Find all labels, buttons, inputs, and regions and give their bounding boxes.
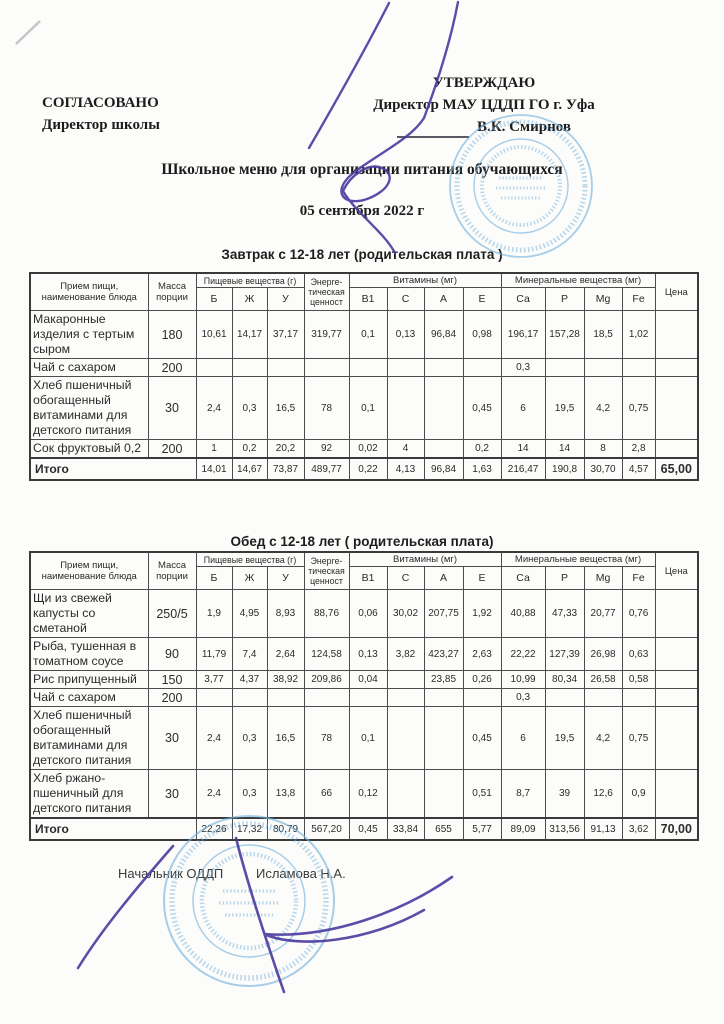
value-cell: 0,3	[232, 377, 267, 440]
mass-cell: 30	[148, 770, 196, 819]
value-cell	[463, 689, 501, 707]
total-value-cell: 33,84	[387, 818, 424, 840]
total-value-cell: 80,79	[267, 818, 304, 840]
table-row	[30, 311, 698, 359]
school-director-label: Директор школы	[42, 117, 160, 133]
value-cell: 0,12	[349, 770, 387, 819]
value-cell: 0,76	[622, 590, 655, 638]
total-value-cell: 5,77	[463, 818, 501, 840]
value-cell: 96,84	[424, 311, 463, 359]
value-cell: 124,58	[304, 638, 349, 671]
value-cell: 3,77	[196, 671, 232, 689]
value-cell: 4,2	[584, 377, 622, 440]
col-header-price: Цена	[655, 552, 698, 590]
sub-header-Са: Са	[501, 567, 545, 590]
total-value-cell: 14,01	[196, 458, 232, 480]
footer-position-title: Начальник ОДДП	[118, 866, 224, 881]
total-value-cell: 89,09	[501, 818, 545, 840]
signature-line	[397, 122, 469, 138]
total-value-cell: 14,67	[232, 458, 267, 480]
value-cell: 8	[584, 440, 622, 459]
approval-left-block	[42, 92, 160, 136]
value-cell: 38,92	[267, 671, 304, 689]
total-label: Итого	[30, 818, 196, 840]
group-header-vitamins: Витамины (мг)	[349, 552, 501, 567]
value-cell: 13,8	[267, 770, 304, 819]
price-cell	[655, 377, 698, 440]
table-row	[30, 440, 698, 459]
value-cell: 78	[304, 707, 349, 770]
value-cell	[424, 440, 463, 459]
sub-header-Ж: Ж	[232, 288, 267, 311]
document-date: 05 сентября 2022 г	[299, 203, 425, 219]
dish-name-cell: Хлеб пшеничный обогащенный витаминами для детского питания	[30, 377, 148, 440]
value-cell	[387, 689, 424, 707]
group-header-nutrients: Пищевые вещества (г)	[196, 273, 304, 288]
value-cell: 14	[501, 440, 545, 459]
dish-name-cell: Рыба, тушенная в томатном соусе	[30, 638, 148, 671]
sub-header-Р: Р	[545, 288, 584, 311]
value-cell: 0,51	[463, 770, 501, 819]
sub-header-У: У	[267, 288, 304, 311]
total-value-cell: 4,13	[387, 458, 424, 480]
lunch-table-container	[29, 551, 699, 841]
total-row	[30, 818, 698, 840]
mass-cell: 30	[148, 707, 196, 770]
dish-name-cell: Сок фруктовый 0,2	[30, 440, 148, 459]
price-cell	[655, 311, 698, 359]
value-cell: 0,75	[622, 377, 655, 440]
group-header-nutrients: Пищевые вещества (г)	[196, 552, 304, 567]
value-cell: 2,63	[463, 638, 501, 671]
sub-header-Б: Б	[196, 288, 232, 311]
dish-name-cell: Щи из свежей капусты со сметаной	[30, 590, 148, 638]
mass-cell: 30	[148, 377, 196, 440]
value-cell: 0,1	[349, 707, 387, 770]
value-cell	[349, 689, 387, 707]
value-cell: 23,85	[424, 671, 463, 689]
value-cell: 78	[304, 377, 349, 440]
value-cell: 0,75	[622, 707, 655, 770]
value-cell: 207,75	[424, 590, 463, 638]
value-cell: 0,13	[387, 311, 424, 359]
total-value-cell: 655	[424, 818, 463, 840]
total-price-cell: 70,00	[655, 818, 698, 840]
group-header-minerals: Минеральные вещества (мг)	[501, 552, 655, 567]
total-price-cell: 65,00	[655, 458, 698, 480]
col-header-energy: Энерге- тическая ценност	[304, 552, 349, 590]
value-cell	[304, 359, 349, 377]
total-value-cell: 96,84	[424, 458, 463, 480]
value-cell	[622, 689, 655, 707]
value-cell: 80,34	[545, 671, 584, 689]
value-cell: 10,99	[501, 671, 545, 689]
value-cell: 0,02	[349, 440, 387, 459]
menu-table-0	[29, 272, 699, 481]
value-cell	[387, 770, 424, 819]
value-cell: 0,3	[501, 359, 545, 377]
value-cell: 20,77	[584, 590, 622, 638]
value-cell: 1,9	[196, 590, 232, 638]
total-value-cell: 0,45	[349, 818, 387, 840]
value-cell	[387, 377, 424, 440]
value-cell: 127,39	[545, 638, 584, 671]
sub-header-С: С	[387, 567, 424, 590]
group-header-vitamins: Витамины (мг)	[349, 273, 501, 288]
value-cell	[424, 689, 463, 707]
price-cell	[655, 359, 698, 377]
value-cell: 18,5	[584, 311, 622, 359]
value-cell: 92	[304, 440, 349, 459]
value-cell	[424, 770, 463, 819]
table-row	[30, 359, 698, 377]
value-cell: 196,17	[501, 311, 545, 359]
table-row	[30, 707, 698, 770]
value-cell	[387, 707, 424, 770]
value-cell: 8,7	[501, 770, 545, 819]
value-cell: 14	[545, 440, 584, 459]
value-cell	[545, 359, 584, 377]
table-row	[30, 590, 698, 638]
price-cell	[655, 590, 698, 638]
sub-header-Fe: Fe	[622, 567, 655, 590]
sub-header-Ж: Ж	[232, 567, 267, 590]
breakfast-table-container	[29, 272, 699, 481]
table-row	[30, 689, 698, 707]
breakfast-table-caption: Завтрак с 12-18 лет (родительская плата )	[221, 247, 503, 262]
sub-header-С: С	[387, 288, 424, 311]
value-cell	[232, 689, 267, 707]
value-cell: 209,86	[304, 671, 349, 689]
sub-header-Е: Е	[463, 288, 501, 311]
mass-cell: 200	[148, 689, 196, 707]
value-cell	[267, 359, 304, 377]
total-value-cell: 17,32	[232, 818, 267, 840]
col-header-dish: Прием пищи, наименование блюда	[30, 552, 148, 590]
value-cell	[622, 359, 655, 377]
round-stamp-bottom	[164, 816, 334, 986]
approved-label: УТВЕРЖДАЮ	[432, 75, 536, 91]
sub-header-Са: Са	[501, 288, 545, 311]
sub-header-В1: В1	[349, 567, 387, 590]
total-value-cell: 91,13	[584, 818, 622, 840]
value-cell: 20,2	[267, 440, 304, 459]
total-value-cell: 216,47	[501, 458, 545, 480]
col-header-price: Цена	[655, 273, 698, 311]
value-cell: 2,8	[622, 440, 655, 459]
value-cell: 3,82	[387, 638, 424, 671]
value-cell	[424, 707, 463, 770]
sub-header-Б: Б	[196, 567, 232, 590]
price-cell	[655, 440, 698, 459]
price-cell	[655, 671, 698, 689]
director-name: В.К. Смирнов	[476, 119, 572, 135]
mass-cell: 200	[148, 359, 196, 377]
agreed-label: СОГЛАСОВАНО	[42, 95, 159, 111]
value-cell	[463, 359, 501, 377]
total-value-cell: 313,56	[545, 818, 584, 840]
total-value-cell: 4,57	[622, 458, 655, 480]
value-cell: 0,58	[622, 671, 655, 689]
value-cell: 0,98	[463, 311, 501, 359]
value-cell: 0,45	[463, 377, 501, 440]
value-cell: 66	[304, 770, 349, 819]
value-cell: 0,06	[349, 590, 387, 638]
value-cell: 0,3	[232, 707, 267, 770]
sub-header-А: А	[424, 288, 463, 311]
col-header-dish: Прием пищи, наименование блюда	[30, 273, 148, 311]
sub-header-В1: В1	[349, 288, 387, 311]
col-header-mass: Масса порции	[148, 273, 196, 311]
total-value-cell: 489,77	[304, 458, 349, 480]
value-cell: 0,1	[349, 311, 387, 359]
dish-name-cell: Макаронные изделия с тертым сыром	[30, 311, 148, 359]
value-cell: 88,76	[304, 590, 349, 638]
value-cell: 47,33	[545, 590, 584, 638]
value-cell	[584, 359, 622, 377]
total-value-cell: 1,63	[463, 458, 501, 480]
dish-name-cell: Чай с сахаром	[30, 689, 148, 707]
mass-cell: 150	[148, 671, 196, 689]
value-cell: 19,5	[545, 707, 584, 770]
value-cell	[232, 359, 267, 377]
value-cell: 0,3	[501, 689, 545, 707]
group-header-minerals: Минеральные вещества (мг)	[501, 273, 655, 288]
mass-cell: 250/5	[148, 590, 196, 638]
value-cell: 4,2	[584, 707, 622, 770]
value-cell: 4,95	[232, 590, 267, 638]
value-cell	[387, 671, 424, 689]
mass-cell: 180	[148, 311, 196, 359]
total-value-cell: 3,62	[622, 818, 655, 840]
approval-right-block	[356, 72, 612, 138]
value-cell	[545, 689, 584, 707]
value-cell: 0,26	[463, 671, 501, 689]
value-cell: 16,5	[267, 707, 304, 770]
value-cell	[424, 377, 463, 440]
value-cell: 8,93	[267, 590, 304, 638]
mass-cell: 90	[148, 638, 196, 671]
lunch-table-caption: Обед с 12-18 лет ( родительская плата)	[230, 534, 494, 549]
sub-header-А: А	[424, 567, 463, 590]
value-cell: 14,17	[232, 311, 267, 359]
value-cell: 10,61	[196, 311, 232, 359]
value-cell: 0,13	[349, 638, 387, 671]
table-row	[30, 671, 698, 689]
value-cell	[304, 689, 349, 707]
value-cell: 40,88	[501, 590, 545, 638]
value-cell: 30,02	[387, 590, 424, 638]
total-value-cell: 190,8	[545, 458, 584, 480]
value-cell: 2,64	[267, 638, 304, 671]
value-cell: 4	[387, 440, 424, 459]
total-value-cell: 22,26	[196, 818, 232, 840]
value-cell: 423,27	[424, 638, 463, 671]
value-cell: 26,58	[584, 671, 622, 689]
total-row	[30, 458, 698, 480]
value-cell: 2,4	[196, 707, 232, 770]
value-cell: 1,92	[463, 590, 501, 638]
value-cell: 6	[501, 707, 545, 770]
sub-header-У: У	[267, 567, 304, 590]
menu-table-1	[29, 551, 699, 841]
value-cell: 2,4	[196, 770, 232, 819]
value-cell: 0,3	[232, 770, 267, 819]
value-cell: 6	[501, 377, 545, 440]
value-cell: 0,1	[349, 377, 387, 440]
value-cell: 16,5	[267, 377, 304, 440]
value-cell	[584, 689, 622, 707]
value-cell: 0,63	[622, 638, 655, 671]
total-value-cell: 567,20	[304, 818, 349, 840]
corner-scan-mark	[16, 21, 40, 44]
mass-cell: 200	[148, 440, 196, 459]
sub-header-Fe: Fe	[622, 288, 655, 311]
total-value-cell: 30,70	[584, 458, 622, 480]
value-cell	[196, 689, 232, 707]
value-cell: 4,37	[232, 671, 267, 689]
value-cell: 2,4	[196, 377, 232, 440]
value-cell: 0,9	[622, 770, 655, 819]
value-cell: 11,79	[196, 638, 232, 671]
table-row	[30, 638, 698, 671]
value-cell: 37,17	[267, 311, 304, 359]
value-cell	[267, 689, 304, 707]
value-cell: 0,45	[463, 707, 501, 770]
dish-name-cell: Чай с сахаром	[30, 359, 148, 377]
price-cell	[655, 770, 698, 819]
table-row	[30, 377, 698, 440]
col-header-mass: Масса порции	[148, 552, 196, 590]
value-cell: 12,6	[584, 770, 622, 819]
dish-name-cell: Рис припущенный	[30, 671, 148, 689]
value-cell: 7,4	[232, 638, 267, 671]
table-row	[30, 770, 698, 819]
value-cell	[196, 359, 232, 377]
total-label: Итого	[30, 458, 196, 480]
value-cell	[387, 359, 424, 377]
value-cell: 19,5	[545, 377, 584, 440]
value-cell: 26,98	[584, 638, 622, 671]
footer-person-name: Исламова Н.А.	[256, 866, 346, 881]
dish-name-cell: Хлеб пшеничный обогащенный витаминами для детского питания	[30, 707, 148, 770]
value-cell	[424, 359, 463, 377]
price-cell	[655, 707, 698, 770]
value-cell: 1	[196, 440, 232, 459]
sub-header-Р: Р	[545, 567, 584, 590]
bottom-signature	[78, 838, 452, 992]
value-cell: 0,2	[232, 440, 267, 459]
value-cell: 319,77	[304, 311, 349, 359]
dish-name-cell: Хлеб ржано- пшеничный для детского питания	[30, 770, 148, 819]
value-cell: 157,28	[545, 311, 584, 359]
director-title: Директор МАУ ЦДДП ГО г. Уфа	[373, 97, 595, 113]
value-cell: 0,04	[349, 671, 387, 689]
price-cell	[655, 689, 698, 707]
value-cell	[349, 359, 387, 377]
director-signature-row	[356, 116, 612, 138]
value-cell: 39	[545, 770, 584, 819]
page-title: Школьное меню для организации питания обучающихся	[161, 161, 563, 178]
sub-header-Mg: Mg	[584, 567, 622, 590]
value-cell: 0,2	[463, 440, 501, 459]
value-cell: 1,02	[622, 311, 655, 359]
total-value-cell: 0,22	[349, 458, 387, 480]
sub-header-Mg: Mg	[584, 288, 622, 311]
price-cell	[655, 638, 698, 671]
sub-header-Е: Е	[463, 567, 501, 590]
value-cell: 22,22	[501, 638, 545, 671]
col-header-energy: Энерге- тическая ценност	[304, 273, 349, 311]
total-value-cell: 73,87	[267, 458, 304, 480]
